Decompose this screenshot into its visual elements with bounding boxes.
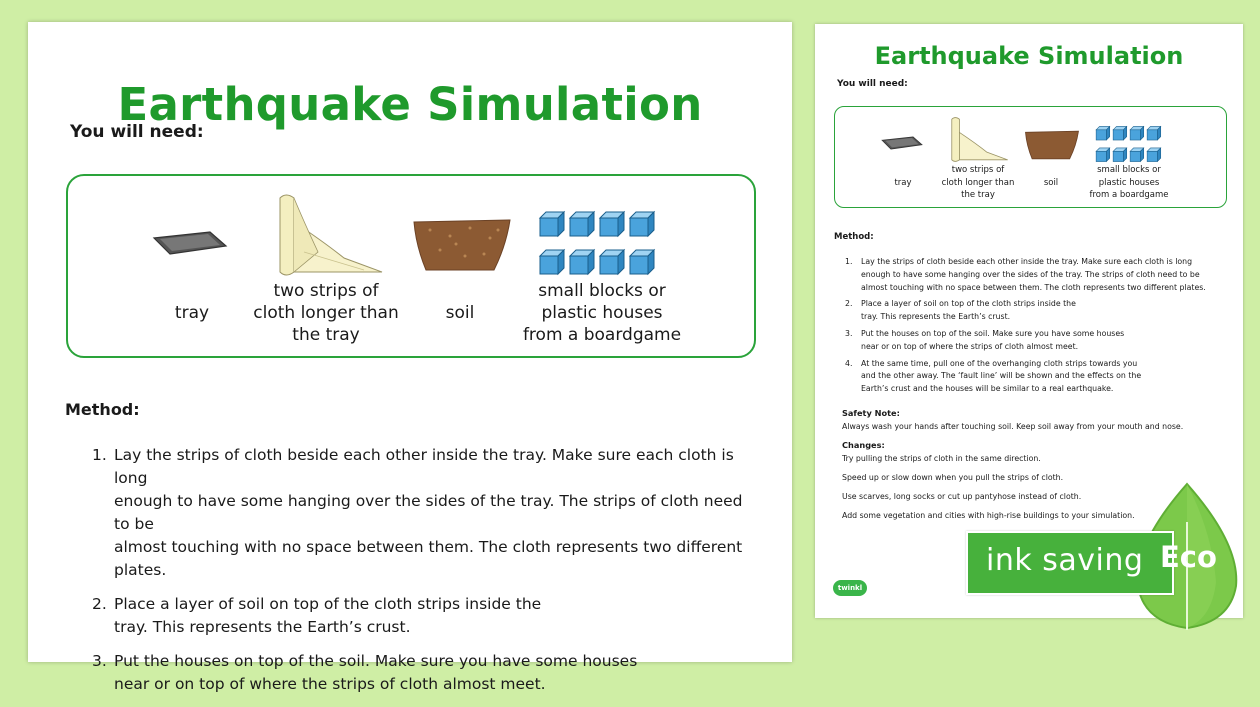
worksheet-page-large	[28, 22, 792, 693]
method-steps-small	[845, 256, 1215, 400]
item-label-tray-small: tray	[894, 178, 912, 188]
list-item: 2. Place a layer of soil on top of the cloth strips inside the tray. This represents the Earth’s crust.	[845, 299, 1076, 322]
change-item: Try pulling the strips of cloth in the same direction.	[842, 454, 1041, 463]
item-label-blocks-small: small blocks or plastic houses from a boardgame	[1089, 165, 1169, 200]
page-title-small: Earthquake Simulation	[874, 42, 1184, 70]
safety-text: Always wash your hands after touching soil. Keep soil away from your mouth and nose.	[842, 422, 1184, 431]
tray-icon	[881, 135, 923, 151]
twinkl-logo: twinkl	[833, 580, 867, 596]
eco-label: Eco	[1160, 540, 1217, 574]
ink-saving-banner	[966, 531, 1174, 595]
ink-saving-label: ink saving	[986, 543, 1144, 578]
item-label-tray: tray	[174, 303, 210, 323]
tray-icon	[152, 230, 228, 256]
method-heading-small: Method:	[834, 232, 874, 242]
materials-box-small	[834, 106, 1227, 208]
page-title: Earthquake Simulation	[117, 78, 703, 131]
changes-heading: Changes:	[842, 440, 885, 450]
you-will-need-heading: You will need:	[70, 122, 204, 142]
item-label-soil: soil	[445, 303, 475, 323]
item-label-cloth: two strips of cloth longer than the tray	[253, 281, 399, 345]
blocks-icon	[1095, 125, 1163, 163]
list-item: 3. Put the houses on top of the soil. Make sure you have some houses near or on top of where the strips of cloth almost meet.	[845, 328, 1125, 351]
method-steps	[92, 444, 752, 707]
cloth-roll-icon	[264, 192, 388, 276]
you-will-need-heading-small: You will need:	[837, 79, 908, 89]
item-label-soil-small: soil	[1043, 178, 1059, 188]
materials-box	[66, 174, 756, 358]
change-item: Add some vegetation and cities with high-rise buildings to your simulation.	[842, 511, 1135, 520]
item-label-cloth-small: two strips of cloth longer than the tray	[941, 165, 1015, 200]
cloth-roll-icon	[943, 115, 1011, 163]
soil-icon	[1023, 129, 1081, 161]
soil-icon	[410, 216, 514, 274]
list-item: 2. Place a layer of soil on top of the cloth strips inside the tray. This represents the Earth’s crust.	[92, 595, 542, 636]
change-item: Speed up or slow down when you pull the strips of cloth.	[842, 473, 1064, 482]
list-item: 1. Lay the strips of cloth beside each other inside the tray. Make sure each cloth is long enough to have some hanging over the sides of the tray. The strips of cloth need to be almost touching with no space between them. The cloth represents two different plates.	[92, 446, 743, 579]
list-item: 4. At the same time, pull one of the overhanging cloth strips towards you and the other away. The ‘fault line’ will be shown and the effects on the Earth’s crust and the houses will be similar to a real earthquake.	[845, 358, 1142, 394]
item-label-blocks: small blocks or plastic houses from a boardgame	[522, 281, 682, 345]
safety-heading: Safety Note:	[842, 408, 900, 418]
change-item: Use scarves, long socks or cut up pantyhose instead of cloth.	[842, 492, 1082, 501]
blocks-icon	[538, 210, 658, 276]
list-item: 3. Put the houses on top of the soil. Make sure you have some houses near or on top of where the strips of cloth almost meet.	[92, 652, 638, 693]
list-item: 1. Lay the strips of cloth beside each other inside the tray. Make sure each cloth is long enough to have some hanging over the sides of the tray. The strips of cloth need to be almost touching with no space between them. The cloth represents two different plates.	[845, 257, 1206, 292]
method-heading: Method:	[65, 400, 140, 419]
